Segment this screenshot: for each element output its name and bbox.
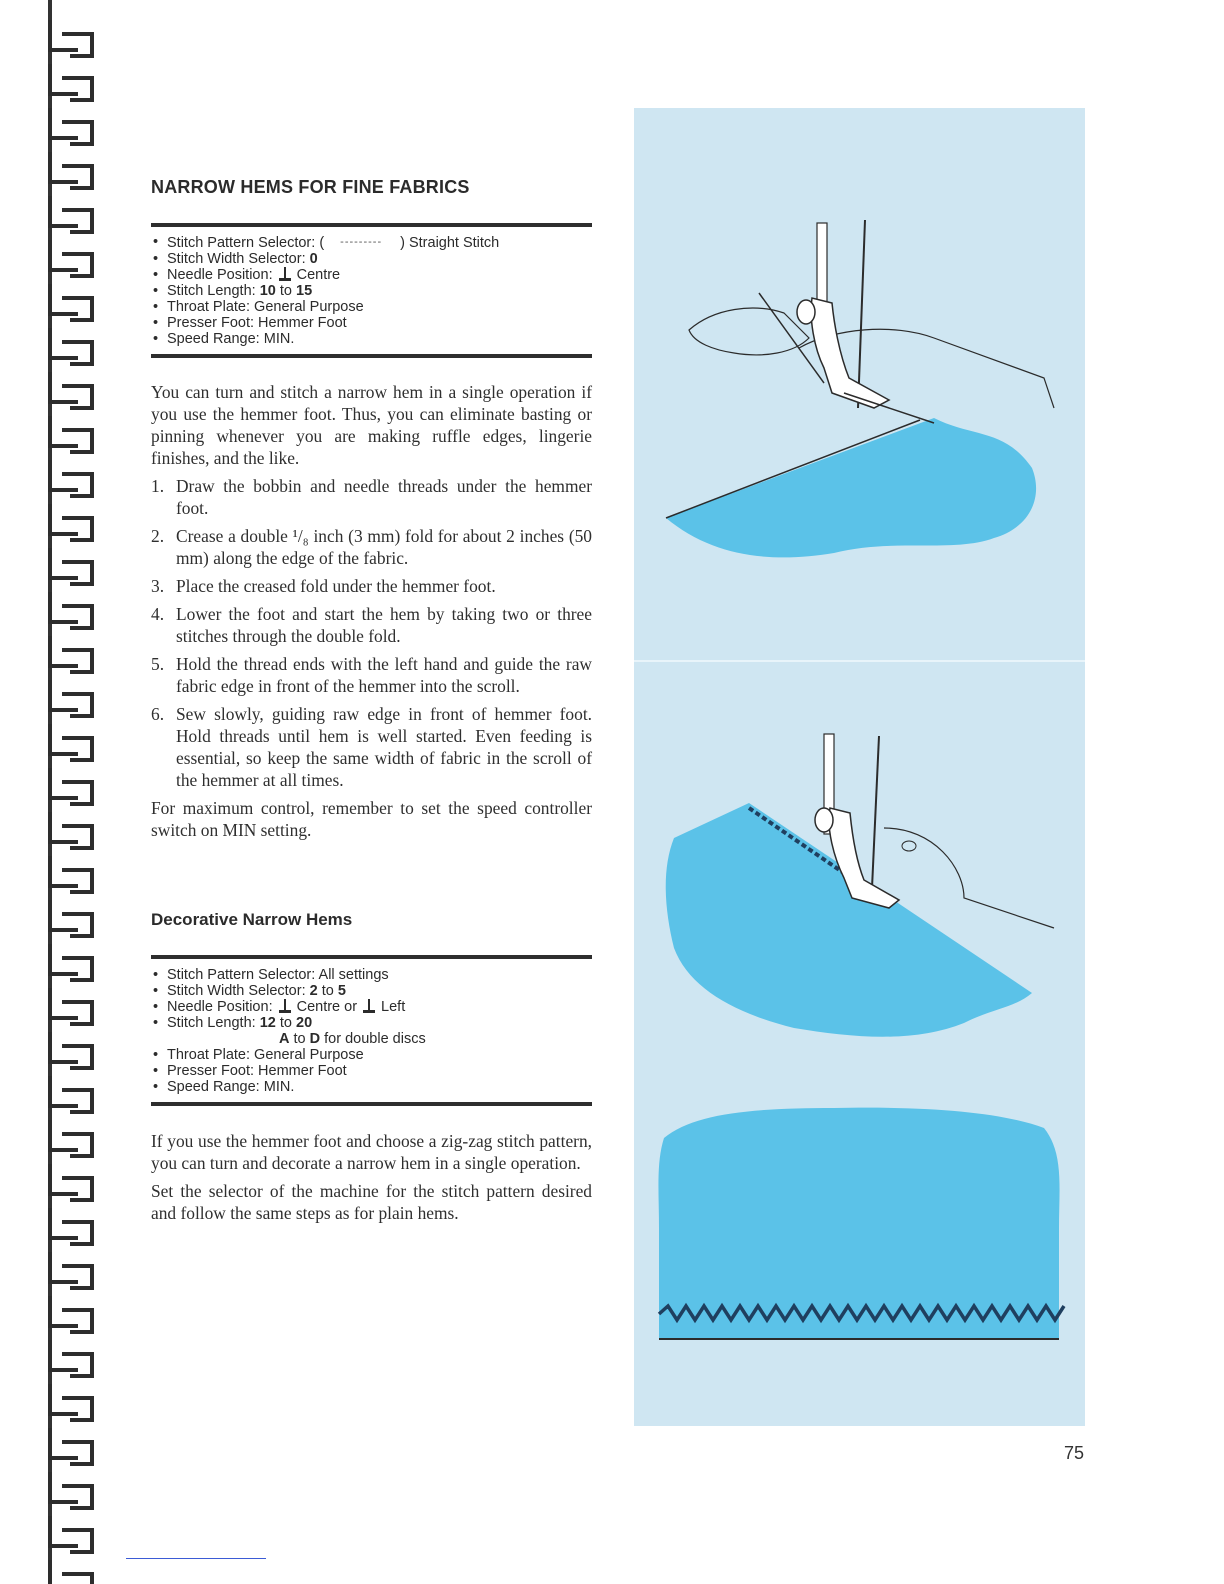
step-item: 6. Sew slowly, guiding raw edge in front of hemmer foot. Hold threads until hem is well started. Even feeding is essential, so keep the same width of fabric in the scroll of the hemmer at all times. [151,704,592,790]
binding-loop [50,680,92,716]
steps-list [151,475,592,791]
binding-loop [50,900,92,936]
binding-loop [50,1340,92,1376]
needle-line [858,220,865,408]
binding-loop [50,64,92,100]
step-item: 4. Lower the foot and start the hem by taking two or three stitches through the double fold. [151,604,592,646]
finished-hem-illustration [658,1108,1064,1339]
setting-stitch-length: • Stitch Length: 10 to 15 [151,283,592,299]
binding-loop [50,1076,92,1112]
setting-speed-range: • Speed Range: MIN. [151,331,592,347]
step-item: 1. Draw the bobbin and needle threads under the hemmer foot. [151,476,592,518]
needle-centre-icon [279,999,291,1013]
hemmer-foot-icon [811,298,889,408]
setting-stitch-width: • Stitch Width Selector: 2 to 5 [151,983,592,999]
footer-link-line [126,1558,266,1559]
settings-bottom-rule [151,354,592,358]
instructions [151,381,592,847]
decorative-paragraph-2: Set the selector of the machine for the stitch pattern desired and follow the same steps as for plain hems. [151,1181,592,1223]
binding-loop [50,768,92,804]
thread-line [844,393,934,423]
hemming-illustration-1 [666,220,1054,557]
settings-list [151,234,592,347]
binding-loop [50,504,92,540]
fabric-shape [658,1108,1059,1338]
hemming-illustration-2 [666,734,1054,1037]
binding-loop [50,1252,92,1288]
setting-stitch-length: • Stitch Length: 12 to 20 [151,1015,592,1031]
decorative-paragraph-1: If you use the hemmer foot and choose a zig-zag stitch pattern, you can turn and decorate a narrow hem in a single operation. [151,1131,592,1173]
fabric-shape [666,418,1036,557]
binding-loop [50,988,92,1024]
binding-loop [50,284,92,320]
step-item: 5. Hold the thread ends with the left hand and guide the raw fabric edge in front of the hemmer into the scroll. [151,654,592,696]
binding-loop [50,20,92,56]
binding-loop [50,548,92,584]
binding-loop [50,460,92,496]
settings-top-rule [151,223,592,227]
decorative-instructions [151,1130,592,1230]
binding-loop [50,592,92,628]
intro-paragraph: You can turn and stitch a narrow hem in a single operation if you use the hemmer foot. Thus, you can eliminate basting or pinning whenever you are making ruffle edges, lingerie finishes, and the like. [151,382,592,468]
sub-settings-bottom-rule [151,1102,592,1106]
binding-loop [50,416,92,452]
section-title: NARROW HEMS FOR FINE FABRICS [151,177,470,197]
binding-loop [50,1032,92,1068]
binding-loop [50,1560,92,1584]
setting-stitch-length-cont: A to D for double discs [279,1031,426,1047]
needle-centre-icon [279,267,291,281]
setting-throat-plate: • Throat Plate: General Purpose [151,299,592,315]
sub-settings-top-rule [151,955,592,959]
binding-loop [50,724,92,760]
setting-speed-range: • Speed Range: MIN. [151,1079,592,1095]
needle-line [872,736,879,888]
needle-left-icon [363,999,375,1013]
binding-loop [50,856,92,892]
binding-loop [50,1296,92,1332]
binding-loop [50,152,92,188]
binding-loop [50,372,92,408]
binding-loop [50,1516,92,1552]
spiral-binding [0,0,100,1584]
hand-outline-icon [689,308,809,355]
binding-loop [50,108,92,144]
page-number: 75 [1064,1443,1085,1463]
binding-loop [50,240,92,276]
subsection-title: Decorative Narrow Hems [151,910,353,929]
foot-screw-icon [797,300,815,324]
binding-loop [50,1208,92,1244]
sub-settings-list [151,967,592,1095]
setting-presser-foot: • Presser Foot: Hemmer Foot [151,315,592,331]
setting-presser-foot: • Presser Foot: Hemmer Foot [151,1063,592,1079]
setting-needle-position: • Needle Position: Centre or Left [151,999,592,1015]
binding-loop [50,1428,92,1464]
binding-loop [50,812,92,848]
setting-stitch-width: • Stitch Width Selector: 0 [151,251,592,267]
binding-loop [50,328,92,364]
setting-needle-position: • Needle Position: Centre [151,267,592,283]
step-item: 3. Place the creased fold under the hemmer foot. [151,576,496,596]
closing-paragraph: For maximum control, remember to set the speed controller switch on MIN setting. [151,798,592,840]
setting-stitch-pattern: • Stitch Pattern Selector: ( --------- ) Straight Stitch [151,234,592,251]
binding-loop [50,944,92,980]
binding-loop [50,1164,92,1200]
binding-loop [50,636,92,672]
binding-loop [50,196,92,232]
throat-plate-screw-icon [902,841,916,851]
binding-loop [50,1120,92,1156]
step-item: 2. Crease a double ¹/₈ inch (3 mm) fold for about 2 inches (50 mm) along the edge of the fabric. [151,526,592,568]
illustration-panel [634,108,1085,1426]
setting-throat-plate: • Throat Plate: General Purpose [151,1047,592,1063]
foot-screw-icon [815,808,833,832]
binding-loop [50,1472,92,1508]
binding-loop [50,1384,92,1420]
setting-stitch-pattern: • Stitch Pattern Selector: All settings [151,967,592,983]
